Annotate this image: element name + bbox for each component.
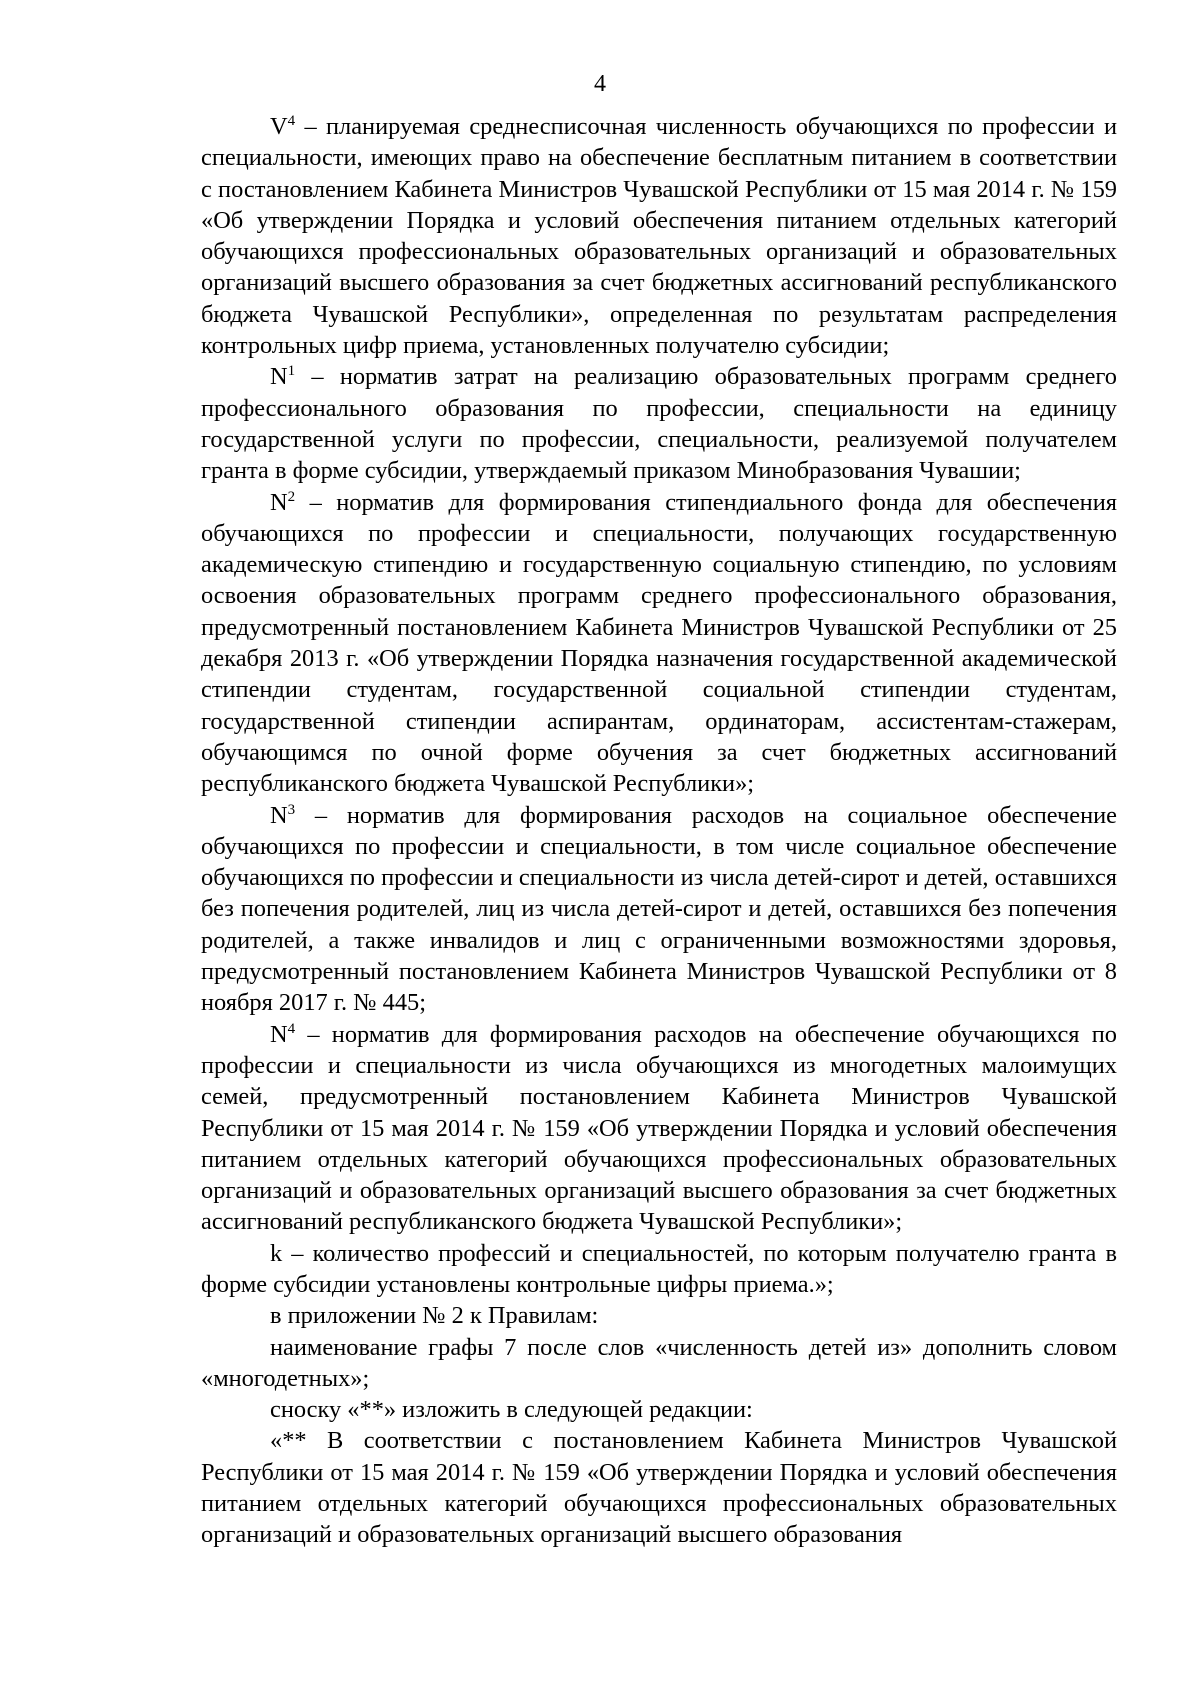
paragraph-n4 bbox=[201, 1019, 1117, 1238]
variable-symbol: V bbox=[270, 113, 288, 140]
paragraph-text: – норматив для формирования расходов на социальное обеспечение обучающихся по профессии и специальности, в том числе социальное обеспечение обучающихся по профессии и специальности из числа детей-сирот и детей, оставшихся без попечения родителей, лиц из числа детей-сирот и детей, оставшихся без попечения родителей, а также инвалидов и лиц с ограниченными возможностями здоровья, предусмотренный постановлением Кабинета Министров Чувашской Республики от 8 ноября 2017 г. № 445; bbox=[201, 801, 1117, 1017]
paragraph-footnote-text bbox=[201, 1425, 1117, 1550]
paragraph-text: – норматив для формирования стипендиального фонда для обеспечения обучающихся по профессии и специальности, получающих государственную академическую стипендию и государственную социальную стипендию, по условиям освоения образовательных программ среднего профессионального образования, предусмотренный постановлением Кабинета Министров Чувашской Республики от 25 декабря 2013 г. «Об утверждении Порядка назначения государственной академической стипендии студентам, государственной социальной стипендии студентам, государственной стипендии аспирантам, ординаторам, ассистентам-стажерам, обучающимся по очной форме обучения за счет бюджетных ассигнований республиканского бюджета Чувашской Республики»; bbox=[201, 488, 1117, 798]
paragraph-v4 bbox=[201, 111, 1117, 361]
document-body bbox=[201, 111, 1117, 1551]
variable-index: 4 bbox=[287, 1020, 296, 1037]
paragraph-column-name bbox=[201, 1332, 1117, 1395]
paragraph-k bbox=[201, 1238, 1117, 1301]
variable-index: 3 bbox=[287, 801, 296, 818]
paragraph-text: – планируемая среднесписочная численность обучающихся по профессии и специальности, имеющих право на обеспечение бесплатным питанием в соответствии с постановлением Кабинета Министров Чувашской Республики от 15 мая 2014 г. № 159 «Об утверждении Порядка и условий обеспечения питанием отдельных категорий обучающихся профессиональных образовательных организаций и образовательных организаций высшего образования за счет бюджетных ассигнований республиканского бюджета Чувашской Республики», определенная по результатам распределения контрольных цифр приема, установленных получателю субсидии; bbox=[201, 113, 1117, 360]
variable-index: 2 bbox=[287, 488, 296, 505]
paragraph-footnote-intro bbox=[201, 1394, 1117, 1425]
paragraph-n1 bbox=[201, 361, 1117, 486]
variable-index: 1 bbox=[287, 363, 296, 380]
variable-symbol: N bbox=[270, 801, 288, 829]
paragraph-text: – норматив для формирования расходов на обеспечение обучающихся по профессии и специальности из числа обучающихся из многодетных малоимущих семей, предусмотренный постановлением Кабинета Министров Чувашской Республики от 15 мая 2014 г. № 159 «Об утверждении Порядка и условий обеспечения питанием отдельных категорий обучающихся профессиональных образовательных организаций и образовательных организаций высшего образования за счет бюджетных ассигнований республиканского бюджета Чувашской Республики»; bbox=[201, 1020, 1117, 1236]
paragraph-appendix bbox=[201, 1300, 1117, 1331]
variable-symbol: N bbox=[270, 1020, 288, 1048]
paragraph-text: сноску «**» изложить в следующей редакции: bbox=[270, 1396, 753, 1424]
paragraph-n2 bbox=[201, 487, 1117, 800]
paragraph-text: в приложении № 2 к Правилам: bbox=[270, 1302, 599, 1330]
variable-symbol: N bbox=[270, 363, 288, 391]
page-number: 4 bbox=[594, 71, 606, 97]
paragraph-text: – норматив затрат на реализацию образовательных программ среднего профессионального образования по профессии, специальности на единицу государственной услуги по профессии, специальности, реализуемой получателем гранта в форме субсидии, утверждаемый приказом Минобразования Чувашии; bbox=[201, 363, 1117, 485]
paragraph-text: k – количество профессий и специальностей, по которым получателю гранта в форме субсидии установлены контрольные цифры приема.»; bbox=[201, 1239, 1117, 1298]
variable-index: 4 bbox=[287, 113, 296, 129]
paragraph-text: наименование графы 7 после слов «численность детей из» дополнить словом «многодетных»; bbox=[201, 1333, 1117, 1392]
variable-symbol: N bbox=[270, 488, 288, 516]
paragraph-text: «** В соответствии с постановлением Кабинета Министров Чувашской Республики от 15 мая 2014 г. № 159 «Об утверждении Порядка и условий обеспечения питанием отдельных категорий обучающихся профессиональных образовательных организаций и образовательных организаций высшего образования bbox=[201, 1427, 1117, 1549]
paragraph-n3 bbox=[201, 800, 1117, 1019]
